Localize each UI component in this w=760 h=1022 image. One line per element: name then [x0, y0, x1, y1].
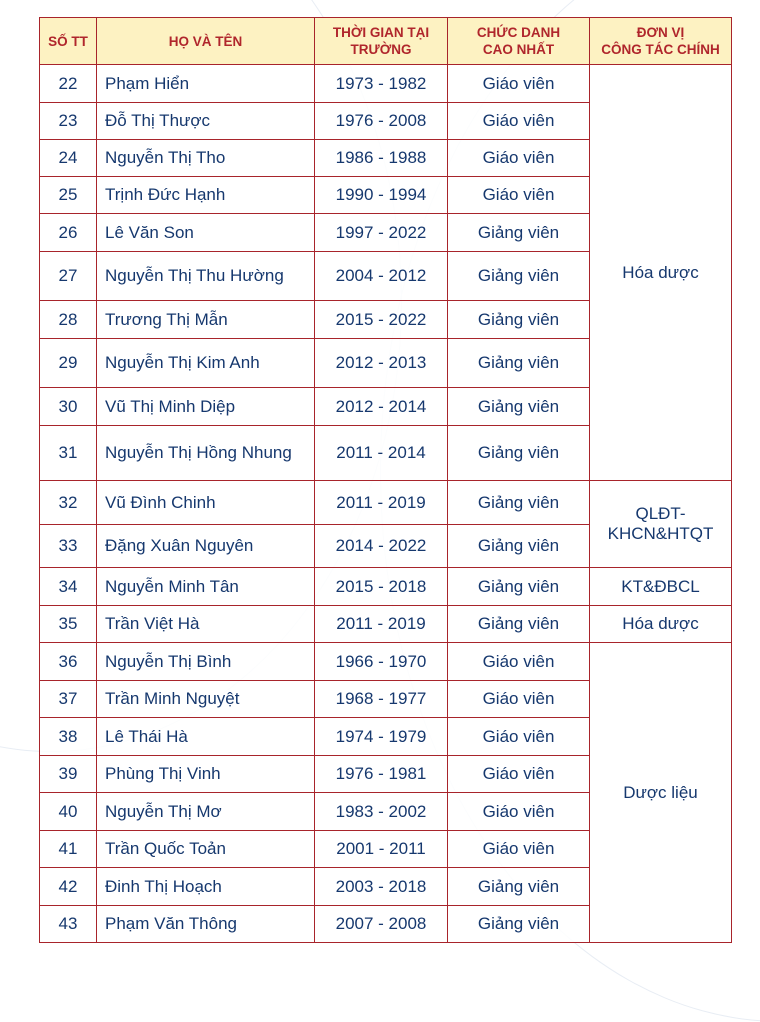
cell-stt: 43: [40, 906, 97, 943]
cell-period: 1990 - 1994: [315, 177, 448, 214]
cell-title: Giảng viên: [448, 868, 590, 906]
cell-title: Giảng viên: [448, 906, 590, 943]
cell-name: Phùng Thị Vinh: [97, 756, 315, 793]
header-period: [315, 18, 448, 65]
cell-name: Nguyễn Thị Thu Hường: [97, 252, 315, 301]
cell-period: 2011 - 2019: [315, 606, 448, 643]
cell-period: 1986 - 1988: [315, 140, 448, 177]
cell-stt: 32: [40, 481, 97, 525]
cell-period: 2004 - 2012: [315, 252, 448, 301]
header-period-line: TRƯỜNG: [350, 42, 412, 57]
header-unit-line: CÔNG TÁC CHÍNH: [601, 42, 720, 57]
table-row: [40, 606, 732, 643]
cell-period: 2001 - 2011: [315, 831, 448, 868]
cell-name: Nguyễn Thị Bình: [97, 643, 315, 681]
cell-stt: 36: [40, 643, 97, 681]
cell-stt: 39: [40, 756, 97, 793]
cell-title: Giáo viên: [448, 681, 590, 718]
cell-stt: 38: [40, 718, 97, 756]
cell-title: Giáo viên: [448, 65, 590, 103]
cell-name: Đặng Xuân Nguyên: [97, 525, 315, 568]
cell-title: Giáo viên: [448, 177, 590, 214]
header-unit-line: ĐƠN VỊ: [636, 25, 685, 40]
cell-title: Giảng viên: [448, 426, 590, 481]
cell-name: Phạm Hiển: [97, 65, 315, 103]
cell-period: 1983 - 2002: [315, 793, 448, 831]
cell-period: 2011 - 2014: [315, 426, 448, 481]
cell-period: 1976 - 1981: [315, 756, 448, 793]
cell-stt: 30: [40, 388, 97, 426]
cell-name: Nguyễn Thị Mơ: [97, 793, 315, 831]
cell-stt: 25: [40, 177, 97, 214]
cell-period: 2011 - 2019: [315, 481, 448, 525]
cell-name: Nguyễn Thị Kim Anh: [97, 339, 315, 388]
cell-name: Vũ Thị Minh Diệp: [97, 388, 315, 426]
cell-name: Lê Thái Hà: [97, 718, 315, 756]
cell-title: Giảng viên: [448, 252, 590, 301]
cell-stt: 33: [40, 525, 97, 568]
cell-stt: 29: [40, 339, 97, 388]
header-title-line: CAO NHẤT: [482, 42, 555, 57]
table-row: [40, 568, 732, 606]
cell-name: Nguyễn Thị Tho: [97, 140, 315, 177]
table-row: [40, 643, 732, 681]
cell-stt: 40: [40, 793, 97, 831]
cell-period: 1974 - 1979: [315, 718, 448, 756]
cell-stt: 27: [40, 252, 97, 301]
header-unit: [590, 18, 732, 65]
header-period-line: THỜI GIAN TẠI: [332, 25, 430, 40]
cell-period: 2015 - 2022: [315, 301, 448, 339]
cell-stt: 22: [40, 65, 97, 103]
cell-name: Trần Việt Hà: [97, 606, 315, 643]
cell-title: Giảng viên: [448, 606, 590, 643]
cell-name: Trần Quốc Toản: [97, 831, 315, 868]
cell-name: Đinh Thị Hoạch: [97, 868, 315, 906]
cell-period: 1968 - 1977: [315, 681, 448, 718]
cell-unit-line: KHCN&HTQT: [607, 524, 714, 543]
table-row: [40, 65, 732, 103]
cell-period: 2003 - 2018: [315, 868, 448, 906]
cell-name: Trần Minh Nguyệt: [97, 681, 315, 718]
cell-stt: 24: [40, 140, 97, 177]
header-title: [448, 18, 590, 65]
cell-name: Lê Văn Son: [97, 214, 315, 252]
cell-title: Giáo viên: [448, 718, 590, 756]
cell-stt: 23: [40, 103, 97, 140]
cell-title: Giáo viên: [448, 140, 590, 177]
cell-period: 2007 - 2008: [315, 906, 448, 943]
cell-title: Giảng viên: [448, 339, 590, 388]
cell-unit: Dược liệu: [590, 643, 732, 943]
cell-period: 1976 - 2008: [315, 103, 448, 140]
cell-period: 2014 - 2022: [315, 525, 448, 568]
cell-title: Giáo viên: [448, 831, 590, 868]
cell-name: Vũ Đình Chinh: [97, 481, 315, 525]
cell-title: Giảng viên: [448, 525, 590, 568]
cell-title: Giảng viên: [448, 481, 590, 525]
cell-stt: 42: [40, 868, 97, 906]
cell-name: Trịnh Đức Hạnh: [97, 177, 315, 214]
cell-unit-line: QLĐT-: [635, 504, 686, 523]
cell-title: Giáo viên: [448, 756, 590, 793]
cell-name: Trương Thị Mẫn: [97, 301, 315, 339]
cell-stt: 28: [40, 301, 97, 339]
cell-stt: 31: [40, 426, 97, 481]
cell-name: Nguyễn Minh Tân: [97, 568, 315, 606]
header-stt: SỐ TT: [40, 18, 97, 65]
cell-stt: 34: [40, 568, 97, 606]
cell-name: Nguyễn Thị Hồng Nhung: [97, 426, 315, 481]
cell-period: 1973 - 1982: [315, 65, 448, 103]
staff-table: [39, 17, 732, 943]
cell-name: Phạm Văn Thông: [97, 906, 315, 943]
header-title-line: CHỨC DANH: [476, 25, 561, 40]
cell-title: Giảng viên: [448, 301, 590, 339]
cell-unit: KT&ĐBCL: [590, 568, 732, 606]
cell-title: Giáo viên: [448, 643, 590, 681]
cell-stt: 37: [40, 681, 97, 718]
cell-title: Giảng viên: [448, 388, 590, 426]
cell-period: 2012 - 2013: [315, 339, 448, 388]
cell-unit: Hóa dược: [590, 606, 732, 643]
cell-stt: 26: [40, 214, 97, 252]
cell-unit: [590, 481, 732, 568]
cell-stt: 41: [40, 831, 97, 868]
cell-unit: Hóa dược: [590, 65, 732, 481]
cell-period: 1997 - 2022: [315, 214, 448, 252]
table-header-row: [40, 18, 732, 65]
cell-name: Đỗ Thị Thược: [97, 103, 315, 140]
cell-title: Giáo viên: [448, 103, 590, 140]
cell-title: Giảng viên: [448, 214, 590, 252]
cell-period: 1966 - 1970: [315, 643, 448, 681]
cell-period: 2015 - 2018: [315, 568, 448, 606]
cell-title: Giảng viên: [448, 568, 590, 606]
cell-period: 2012 - 2014: [315, 388, 448, 426]
header-name: HỌ VÀ TÊN: [97, 18, 315, 65]
table-row: [40, 481, 732, 525]
cell-title: Giáo viên: [448, 793, 590, 831]
cell-stt: 35: [40, 606, 97, 643]
